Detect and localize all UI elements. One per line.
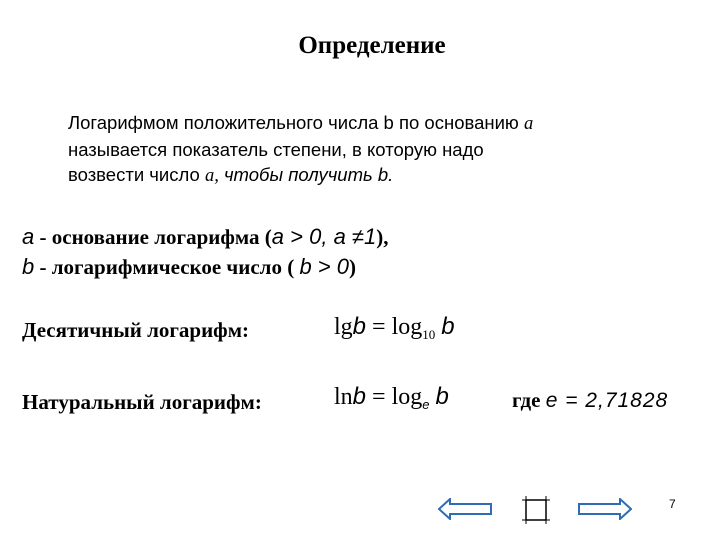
natural-lhs-var: b <box>352 383 367 410</box>
where-label: где <box>512 388 546 412</box>
square-home-icon <box>520 494 552 526</box>
prev-slide-button[interactable] <box>438 498 492 520</box>
definition-line-3-post: чтобы получить b. <box>218 164 394 185</box>
definition-line-3-pre: возвести число <box>68 164 205 185</box>
next-slide-button[interactable] <box>578 498 632 520</box>
right-arrow-icon <box>578 498 632 520</box>
decimal-log-formula <box>334 313 455 343</box>
base-note-text: - основание логарифма ( <box>34 225 272 249</box>
number-note <box>22 254 356 280</box>
definition-var-a-2: a, <box>204 166 219 186</box>
number-condition: b > 0 <box>299 254 349 279</box>
number-note-close: ) <box>349 255 356 279</box>
base-note <box>22 224 388 250</box>
decimal-lhs-var: b <box>352 313 367 340</box>
slide-title: Определение <box>298 32 446 59</box>
decimal-base: 10 <box>422 327 436 342</box>
definition-line-1 <box>68 110 708 137</box>
natural-lhs-fn: ln <box>334 384 353 410</box>
definition-paragraph <box>68 110 708 189</box>
decimal-eq-fn: = log <box>366 314 423 340</box>
number-symbol: b <box>22 254 35 279</box>
base-note-close: ), <box>376 225 389 249</box>
home-button[interactable] <box>520 494 552 526</box>
number-note-text: - логарифмическое число ( <box>34 255 300 279</box>
natural-base: e <box>422 397 430 412</box>
definition-line-1-text: Логарифмом положительного числа b по основанию <box>68 112 524 133</box>
decimal-lhs-fn: lg <box>334 314 353 340</box>
euler-value: e = 2,71828 <box>545 389 669 412</box>
decimal-log-label: Десятичный логарифм: <box>22 318 249 342</box>
natural-log-formula <box>334 383 449 412</box>
definition-line-2: называется показатель степени, в которую надо <box>68 139 484 160</box>
decimal-rhs-var: b <box>441 313 455 340</box>
base-symbol: a <box>22 224 35 249</box>
natural-log-label: Натуральный логарифм: <box>22 390 262 414</box>
page-number: 7 <box>669 497 676 511</box>
left-arrow-icon <box>438 498 492 520</box>
base-condition: a > 0, a ≠1 <box>271 224 377 249</box>
definition-var-a: a <box>523 114 534 134</box>
natural-eq-fn: = log <box>366 384 423 410</box>
definition-line-3 <box>68 162 708 189</box>
natural-rhs-var: b <box>435 383 449 410</box>
euler-constant <box>512 388 668 413</box>
